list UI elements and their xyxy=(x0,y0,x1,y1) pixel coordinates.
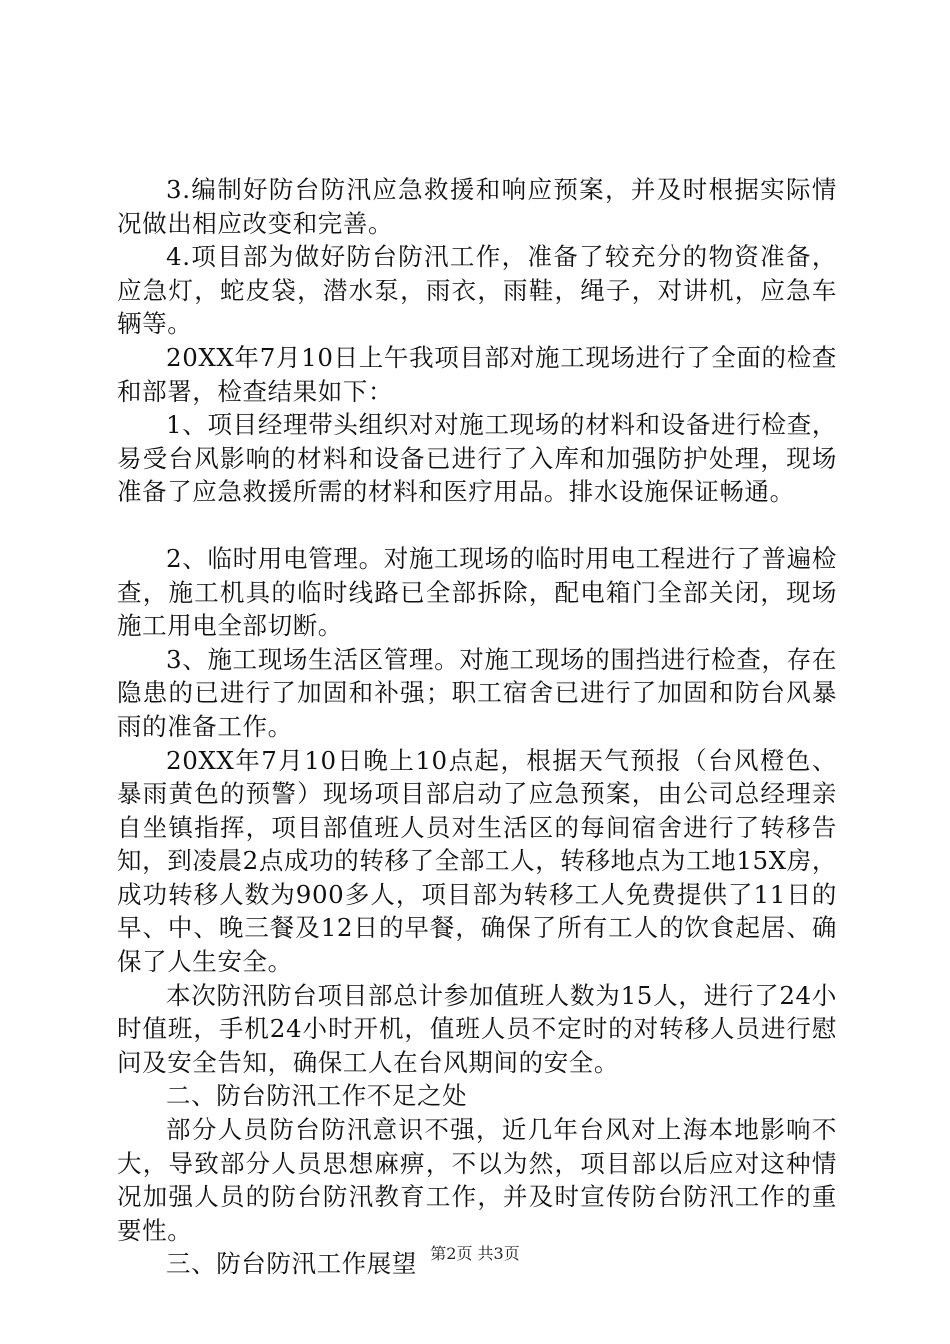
paragraph-inspection-item-3: 3、施工现场生活区管理。对施工现场的围挡进行检查，存在隐患的已进行了加固和补强；职工宿舍已进行了加固和防台风暴雨的准备工作。 xyxy=(117,644,837,741)
paragraph-inspection-intro: 20XX年7月10日上午我项目部对施工现场进行了全面的检查和部署，检查结果如下： xyxy=(117,342,837,406)
paragraph-inspection-item-2: 2、临时用电管理。对施工现场的临时用电工程进行了普遍检查，施工机具的临时线路已全部拆除，配电箱门全部关闭，现场施工用电全部切断。 xyxy=(117,543,837,641)
paragraph-spacer xyxy=(117,509,837,542)
paragraph-duty-staff: 本次防汛防台项目部总计参加值班人数为15人，进行了24小时值班，手机24小时开机，值班人员不定时的对转移人员进行慰问及安全告知，确保工人在台风期间的安全。 xyxy=(117,980,837,1077)
page-number-footer: 第2页 共3页 xyxy=(430,1244,520,1263)
section-heading-outlook: 三、防台防汛工作展望 xyxy=(166,1249,417,1279)
paragraph-shortcomings: 部分人员防台防汛意识不强，近几年台风对上海本地影响不大，导致部分人员思想麻痹，不以为然，项目部以后应对这种情况加强人员的防台防汛教育工作，并及时宣传防台防汛工作的重要性。 xyxy=(117,1115,837,1245)
paragraph-inspection-item-1: 1、项目经理带头组织对对施工现场的材料和设备进行检查，易受台风影响的材料和设备已进行了入库和加强防护处理，现场准备了应急救援所需的材料和医疗用品。排水设施保证畅通。 xyxy=(117,410,837,507)
paragraph-emergency-plan: 3.编制好防台防汛应急救援和响应预案，并及时根据实际情况做出相应改变和完善。 xyxy=(117,175,837,238)
paragraph-evacuation: 20XX年7月10日晚上10点起，根据天气预报（台风橙色、暴雨黄色的预警）现场项目部启动了应急预案，由公司总经理亲自坐镇指挥，项目部值班人员对生活区的每间宿舍进行了转移告知，到凌晨2点成功的转移了全部工人，转移地点为工地15X房，成功转移人数为900多人，项目部为转移工人免费提供了11日的早、中、晚三餐及12日的早餐，确保了所有工人的饮食起居、确保了人生安全。 xyxy=(117,745,837,977)
section-heading-shortcomings: 二、防台防汛工作不足之处 xyxy=(166,1081,468,1111)
paragraph-materials-prepared: 4.项目部为做好防台防汛工作，准备了较充分的物资准备，应急灯，蛇皮袋，潜水泵，雨衣，雨鞋，绳子，对讲机，应急车辆等。 xyxy=(117,242,837,339)
document-body xyxy=(117,173,837,1281)
